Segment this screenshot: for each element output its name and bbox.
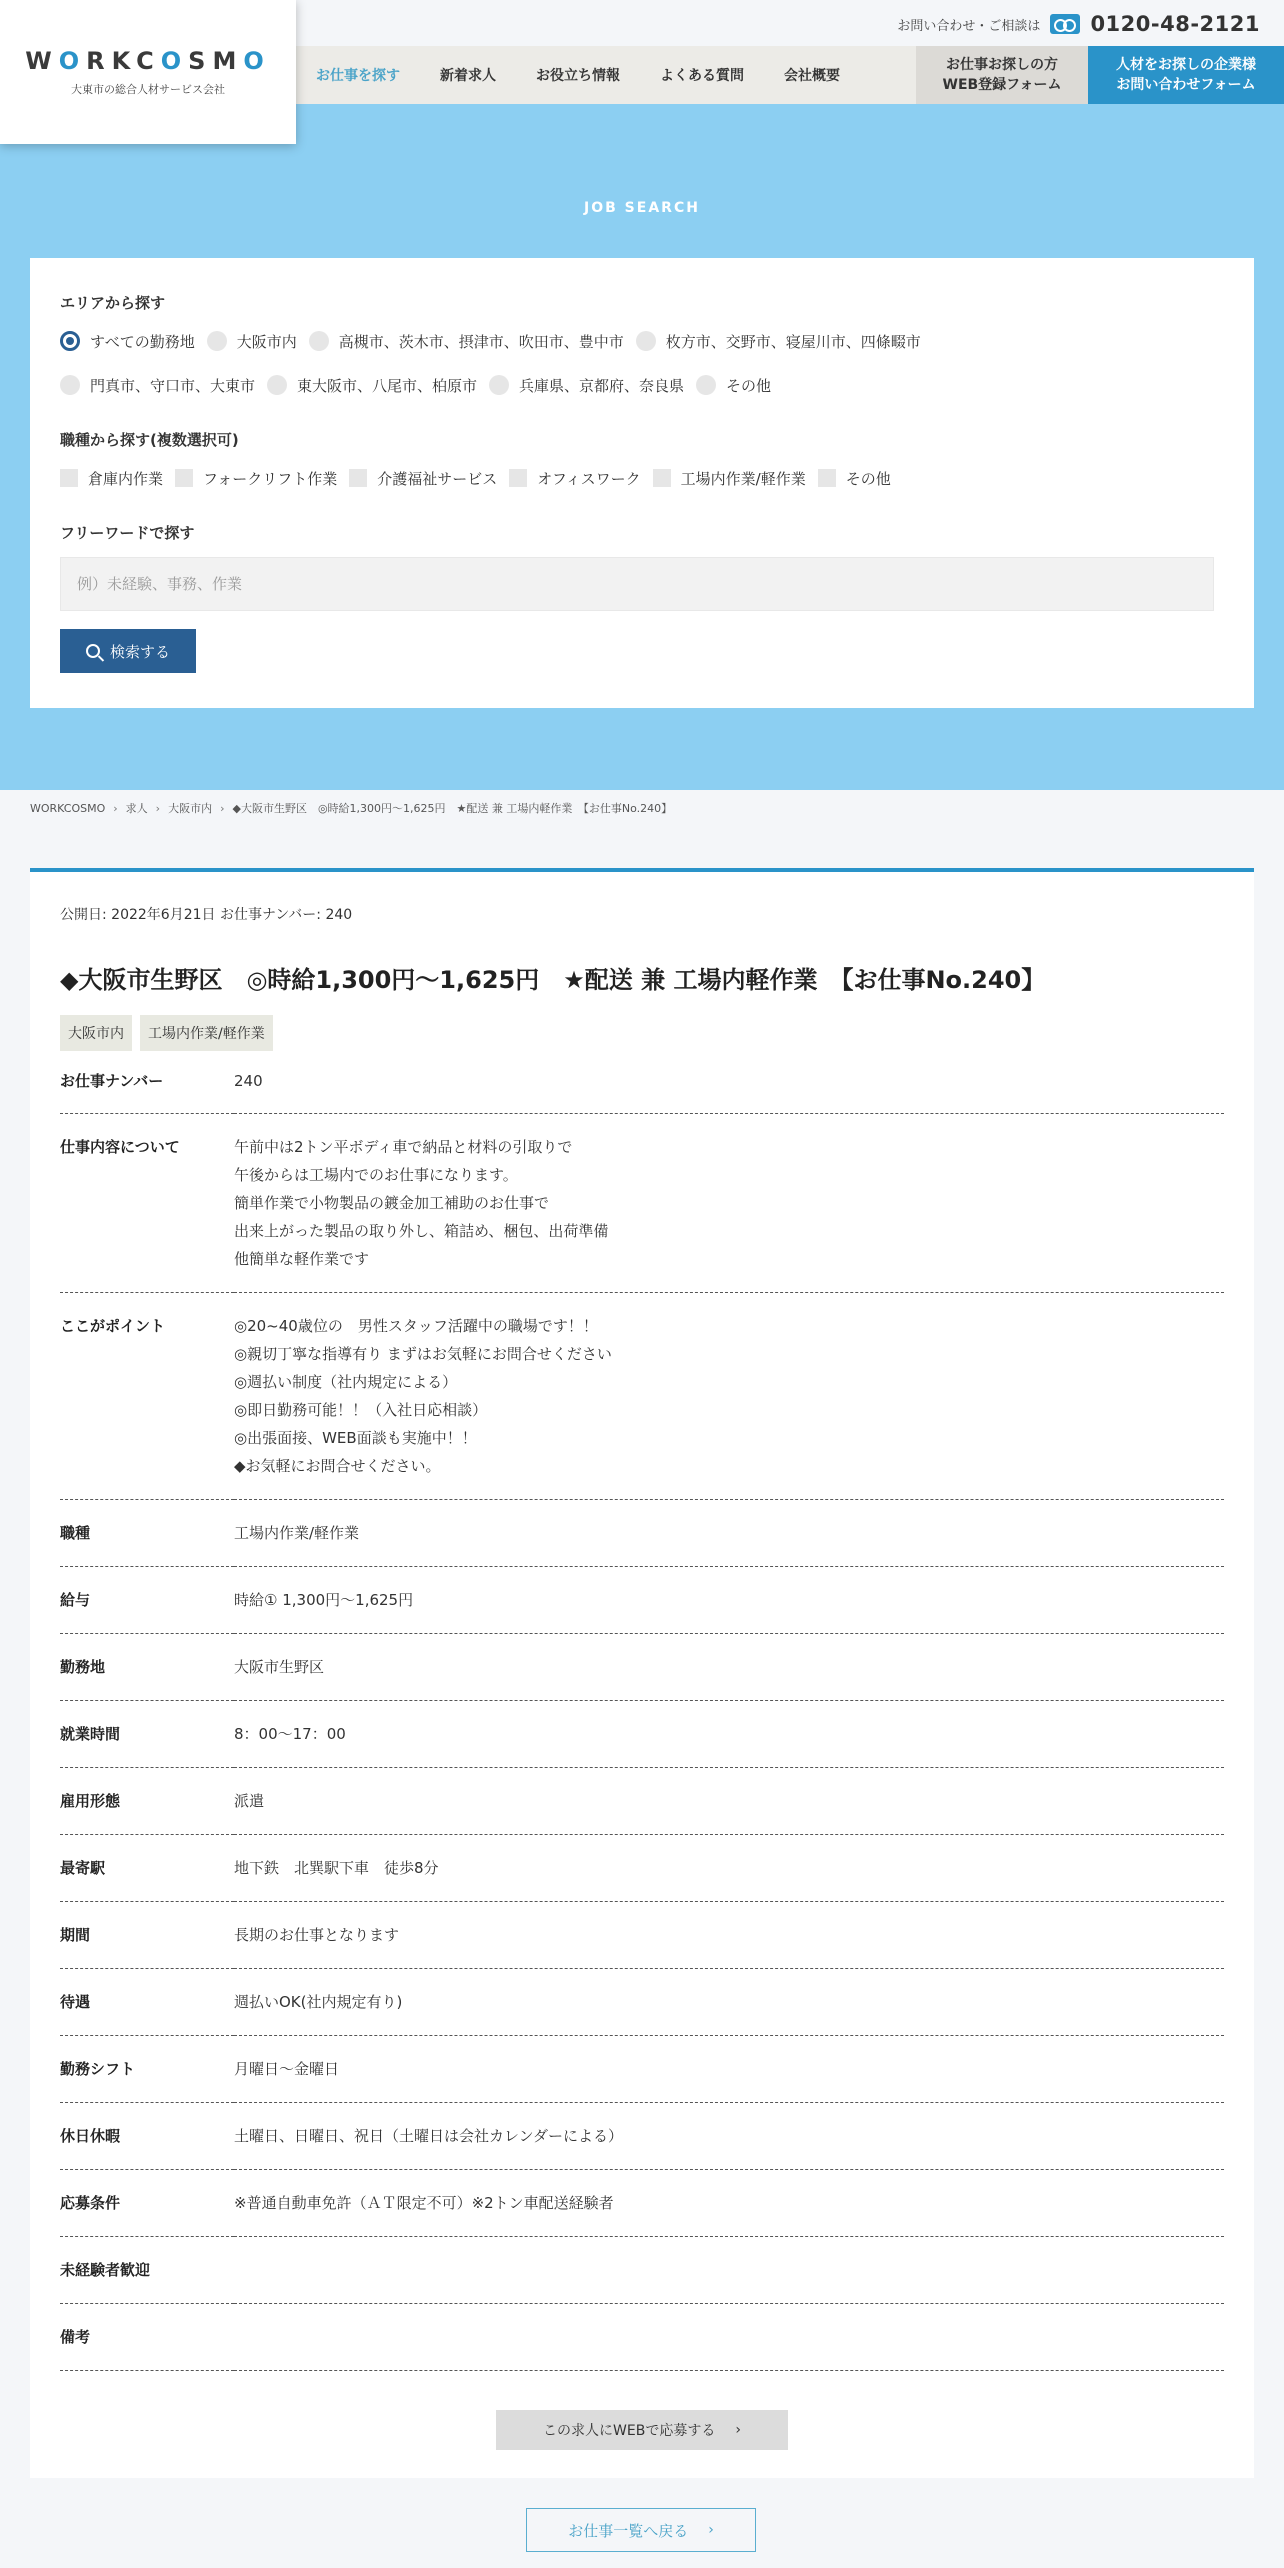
- info-value-line: 月曜日〜金曜日: [234, 2060, 340, 2078]
- job-type-option-label: 介護福祉サービス: [377, 469, 498, 488]
- info-key: 未経験者歓迎: [60, 2237, 234, 2304]
- info-value-line: ※普通自動車免許（ＡＴ限定不可）※2トン車配送経験者: [234, 2194, 614, 2212]
- area-option-label: 兵庫県、京都府、奈良県: [519, 376, 685, 395]
- info-value-line: ◎出張面接、WEB面談も実施中！！: [234, 1429, 477, 1447]
- job-type-option-label: その他: [845, 469, 891, 488]
- info-value-line: ◎週払い制度（社内規定による）: [234, 1373, 458, 1391]
- chevron-right-icon: ›: [155, 801, 161, 815]
- info-row: [60, 1567, 1224, 1634]
- chevron-right-icon: ›: [735, 2422, 741, 2438]
- area-option-label: すべての勤務地: [90, 332, 195, 351]
- info-key: 仕事内容について: [60, 1114, 234, 1293]
- back-to-list-label: お仕事一覧へ戻る: [568, 2521, 689, 2540]
- info-row: [60, 1114, 1224, 1293]
- logo-text: WORKCOSMO: [25, 47, 271, 75]
- web-registration-button[interactable]: [916, 46, 1088, 104]
- business-inquiry-line1: 人材をお探しの企業様: [1116, 56, 1256, 73]
- info-row: [60, 1768, 1224, 1835]
- area-option[interactable]: [267, 363, 477, 407]
- info-value: [234, 1567, 1224, 1634]
- radio-icon[interactable]: [267, 375, 287, 395]
- checkbox-icon[interactable]: [175, 469, 193, 487]
- info-value-line: 午前中は2トン平ボディ車で納品と材料の引取りで: [234, 1138, 573, 1156]
- info-value: [234, 1701, 1224, 1768]
- info-row: [60, 2237, 1224, 2304]
- nav-item-useful-info[interactable]: お役立ち情報: [536, 68, 620, 84]
- info-value-line: 週払いOK(社内規定有り): [234, 1993, 403, 2011]
- info-key: 待遇: [60, 1969, 234, 2036]
- job-type-option-label: オフィスワーク: [537, 469, 641, 488]
- search-button[interactable]: [60, 629, 196, 673]
- back-to-list-button[interactable]: [526, 2508, 756, 2552]
- job-info-table: [60, 1055, 1224, 2371]
- job-type-option[interactable]: [175, 456, 337, 500]
- logo-subtitle: 大東市の総合人材サービス会社: [71, 83, 225, 96]
- job-type-label: 職種から探す(複数選択可): [60, 431, 239, 449]
- job-detail: [30, 868, 1254, 2478]
- area-option-label: 東大阪市、八尾市、柏原市: [297, 376, 478, 395]
- job-type-option[interactable]: [653, 456, 806, 500]
- info-key: 期間: [60, 1902, 234, 1969]
- info-key: 休日休暇: [60, 2103, 234, 2170]
- info-key: 応募条件: [60, 2170, 234, 2237]
- tag-area[interactable]: 大阪市内: [60, 1015, 132, 1051]
- info-key: 勤務地: [60, 1634, 234, 1701]
- area-option[interactable]: [60, 319, 195, 363]
- radio-icon[interactable]: [60, 375, 80, 395]
- info-value-line: 工場内作業/軽作業: [234, 1524, 360, 1542]
- area-option-label: 枚方市、交野市、寝屋川市、四條畷市: [665, 332, 921, 351]
- info-row: [60, 1969, 1224, 2036]
- free-dial-icon: [1050, 14, 1080, 34]
- info-value-line: 他簡単な軽作業です: [234, 1250, 370, 1268]
- breadcrumb-area[interactable]: 大阪市内: [168, 802, 213, 815]
- info-value: [234, 2036, 1224, 2103]
- web-registration-line1: お仕事お探しの方: [946, 56, 1058, 73]
- job-type-option-label: 倉庫内作業: [88, 469, 164, 488]
- info-value-line: ◎20~40歳位の 男性スタッフ活躍中の職場です！！: [234, 1317, 598, 1335]
- radio-icon[interactable]: [489, 375, 509, 395]
- info-row: [60, 2170, 1224, 2237]
- info-value: [234, 1969, 1224, 2036]
- job-search-hero: [0, 104, 1284, 790]
- info-value: [234, 1500, 1224, 1567]
- job-type-option[interactable]: [818, 456, 891, 500]
- info-row: [60, 1634, 1224, 1701]
- area-option[interactable]: [60, 363, 255, 407]
- info-key: 最寄駅: [60, 1835, 234, 1902]
- chevron-right-icon: ›: [113, 801, 118, 815]
- search-button-label: 検索する: [109, 642, 170, 661]
- nav-item-job-search[interactable]: お仕事を探す: [316, 68, 400, 84]
- radio-icon[interactable]: [636, 331, 656, 351]
- chevron-right-icon: ›: [708, 2522, 714, 2538]
- area-option[interactable]: [309, 319, 624, 363]
- info-value-line: 地下鉄 北巽駅下車 徒歩8分: [234, 1859, 439, 1877]
- area-option-label: 高槻市、茨木市、摂津市、吹田市、豊中市: [338, 332, 624, 351]
- job-type-option[interactable]: [509, 456, 640, 500]
- info-value-line: ◎即日勤務可能！！（入社日応相談）: [234, 1401, 488, 1419]
- info-value: [234, 2103, 1224, 2170]
- info-value: [234, 1055, 1224, 1114]
- area-option[interactable]: [207, 319, 297, 363]
- contact-label: お問い合わせ・ご相談は: [897, 18, 1041, 34]
- job-tags: [60, 1015, 1224, 1051]
- nav-item-company[interactable]: 会社概要: [784, 68, 840, 84]
- checkbox-icon[interactable]: [509, 469, 527, 487]
- business-inquiry-button[interactable]: [1088, 46, 1284, 104]
- info-key: 就業時間: [60, 1701, 234, 1768]
- search-form: [30, 258, 1254, 708]
- info-value: [234, 2304, 1224, 2371]
- info-value-line: ◆お気軽にお問合せください。: [234, 1457, 441, 1475]
- info-row: [60, 1500, 1224, 1567]
- info-value-line: 簡単作業で小物製品の鍍金加工補助のお仕事で: [234, 1194, 550, 1212]
- info-value: [234, 1902, 1224, 1969]
- keyword-input[interactable]: [60, 557, 1214, 611]
- job-title: ◆大阪市生野区 ◎時給1,300円〜1,625円 ★配送 兼 工場内軽作業 【お仕事No.240】: [60, 966, 1046, 994]
- info-key: 給与: [60, 1567, 234, 1634]
- breadcrumb-home[interactable]: WORKCOSMO: [30, 801, 106, 815]
- info-value-line: 大阪市生野区: [234, 1658, 325, 1676]
- hero-title: JOB SEARCH: [584, 200, 700, 216]
- info-value-line: 長期のお仕事となります: [234, 1926, 400, 1944]
- checkbox-icon[interactable]: [653, 469, 671, 487]
- search-icon: [86, 644, 100, 658]
- info-row: [60, 1835, 1224, 1902]
- info-key: ここがポイント: [60, 1293, 234, 1500]
- info-key: 勤務シフト: [60, 2036, 234, 2103]
- info-row: [60, 2036, 1224, 2103]
- info-value: [234, 1293, 1224, 1500]
- job-type-options: [60, 456, 1224, 500]
- area-option-label: 大阪市内: [236, 332, 297, 351]
- info-value-line: 派遣: [234, 1792, 265, 1810]
- site-logo[interactable]: [0, 0, 296, 144]
- chevron-right-icon: ›: [220, 801, 225, 815]
- info-row: [60, 1055, 1224, 1114]
- radio-icon[interactable]: [309, 331, 329, 351]
- info-row: [60, 1701, 1224, 1768]
- info-key: 備考: [60, 2304, 234, 2371]
- nav-item-new-jobs[interactable]: 新着求人: [440, 68, 496, 84]
- area-option-label: その他: [726, 376, 772, 395]
- checkbox-icon[interactable]: [818, 469, 836, 487]
- checkbox-icon[interactable]: [60, 469, 78, 487]
- area-option[interactable]: [489, 363, 684, 407]
- web-apply-button[interactable]: [496, 2410, 788, 2450]
- breadcrumb: [30, 800, 672, 816]
- area-option[interactable]: [636, 319, 921, 363]
- area-option-label: 門真市、守口市、大東市: [90, 376, 256, 395]
- business-inquiry-line2: お問い合わせフォーム: [1116, 77, 1256, 93]
- info-value: [234, 2237, 1224, 2304]
- info-value-line: ◎親切丁寧な指導有り まずはお気軽にお問合せください: [234, 1345, 612, 1363]
- job-type-option[interactable]: [60, 456, 163, 500]
- info-value-line: 時給① 1,300円〜1,625円: [234, 1591, 414, 1609]
- top-contact: [897, 10, 1260, 38]
- info-value: [234, 1835, 1224, 1902]
- radio-icon[interactable]: [207, 331, 227, 351]
- info-value: [234, 1768, 1224, 1835]
- info-row: [60, 1902, 1224, 1969]
- info-value: [234, 1114, 1224, 1293]
- keyword-label: フリーワードで探す: [60, 524, 195, 542]
- info-value-line: 土曜日、日曜日、祝日（土曜日は会社カレンダーによる）: [234, 2127, 624, 2145]
- tag-job-type[interactable]: 工場内作業/軽作業: [140, 1015, 273, 1051]
- web-apply-label: この求人にWEBで応募する: [543, 2423, 716, 2439]
- info-row: [60, 2304, 1224, 2371]
- info-value-line: 8：00〜17：00: [234, 1725, 346, 1743]
- radio-icon[interactable]: [696, 375, 716, 395]
- phone-number[interactable]: 0120-48-2121: [1090, 12, 1260, 36]
- breadcrumb-current: ◆大阪市生野区 ◎時給1,300円〜1,625円 ★配送 兼 工場内軽作業 【お仕事No.240】: [232, 802, 673, 815]
- published-date: 公開日: 2022年6月21日 お仕事ナンバー: 240: [60, 907, 353, 923]
- job-type-option-label: フォークリフト作業: [203, 469, 338, 488]
- nav-item-faq[interactable]: よくある質問: [660, 68, 744, 84]
- area-label: エリアから探す: [60, 294, 166, 312]
- info-value-line: 午後からは工場内でのお仕事になります。: [234, 1166, 518, 1184]
- radio-icon[interactable]: [60, 331, 80, 351]
- info-key: お仕事ナンバー: [60, 1055, 234, 1114]
- info-value: [234, 1634, 1224, 1701]
- job-type-option-label: 工場内作業/軽作業: [680, 469, 806, 488]
- info-row: [60, 2103, 1224, 2170]
- area-options: [60, 319, 1060, 407]
- info-row: [60, 1293, 1224, 1500]
- job-type-option[interactable]: [349, 456, 497, 500]
- checkbox-icon[interactable]: [349, 469, 367, 487]
- info-value: [234, 2170, 1224, 2237]
- area-option[interactable]: [696, 363, 771, 407]
- info-key: 職種: [60, 1500, 234, 1567]
- web-registration-line2: WEB登録フォーム: [942, 77, 1062, 93]
- info-value-line: 240: [234, 1072, 263, 1090]
- global-nav: [296, 46, 1284, 104]
- breadcrumb-jobs[interactable]: 求人: [125, 802, 148, 815]
- info-value-line: 出来上がった製品の取り外し、箱詰め、梱包、出荷準備: [234, 1222, 609, 1240]
- info-key: 雇用形態: [60, 1768, 234, 1835]
